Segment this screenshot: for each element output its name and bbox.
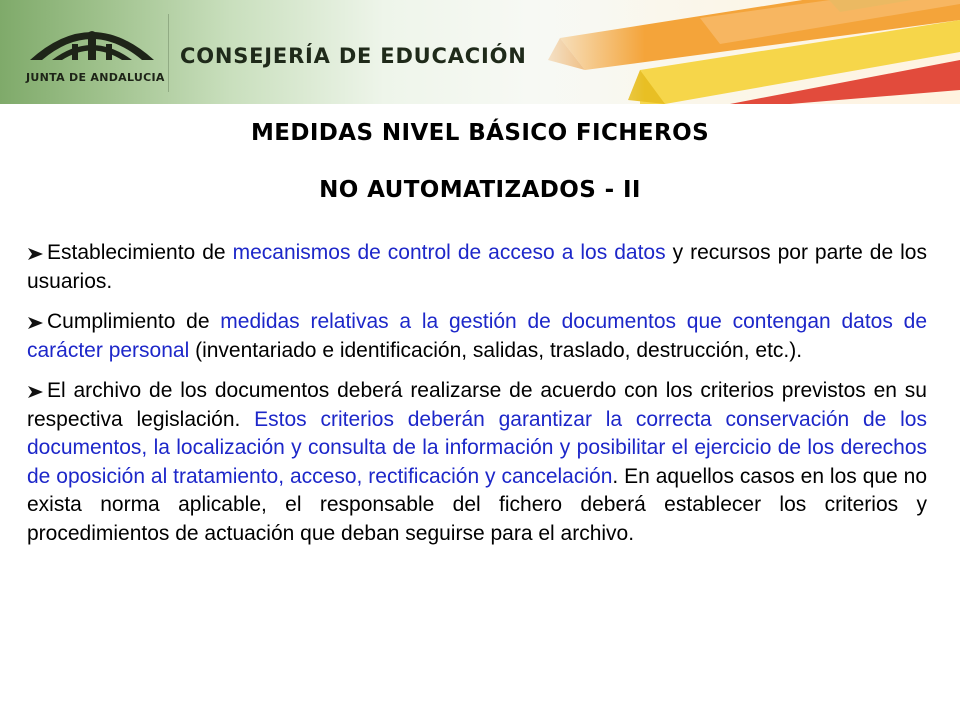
slide-title-line-2: NO AUTOMATIZADOS - II (319, 177, 641, 203)
header-banner (0, 0, 960, 104)
organization-name: CONSEJERÍA DE EDUCACIÓN (180, 44, 527, 68)
bullet-text: Establecimiento de (47, 241, 233, 264)
bullet-text: (inventariado e identificación, salidas, traslado, destrucción, etc.). (189, 338, 803, 362)
highlighted-text: mecanismos de control de acceso a los datos (232, 241, 666, 264)
bullet-text: El archivo de los documentos deberá realizarse de acuerdo con los criterios previstos en su respectiva legislación. (27, 379, 927, 431)
bullet-list (27, 239, 927, 560)
bullet-item-document-management (27, 308, 927, 365)
highlighted-text: Estos criterios deberán garantizar la correcta conservación de los documentos, la localización y consulta de la información y posibilitar el ejercicio de los derechos de oposición al tratamiento, acceso, rectificación y cancelación (27, 407, 927, 488)
arrow-bullet-icon (27, 384, 45, 400)
bullet-item-archive (27, 377, 927, 548)
bullet-text: y recursos por parte de los usuarios. (27, 241, 927, 293)
arrow-bullet-icon (27, 246, 45, 262)
highlighted-text: medidas relativas a la gestión de documentos que contengan datos de carácter personal (27, 310, 927, 362)
logo-caption: JUNTA DE ANDALUCIA (26, 71, 165, 84)
bullet-item-access-control (27, 239, 927, 296)
arrow-bullet-icon (27, 315, 45, 331)
slide-title-line-1: MEDIDAS NIVEL BÁSICO FICHEROS (250, 120, 710, 146)
banner-divider (168, 14, 169, 92)
bullet-text: . En aquellos casos en los que no exista norma aplicable, el responsable del fichero deberá establecer los criterios y procedimientos de actuación que deban seguirse para el archivo. (27, 464, 928, 545)
bullet-text: Cumplimiento de (47, 310, 221, 333)
